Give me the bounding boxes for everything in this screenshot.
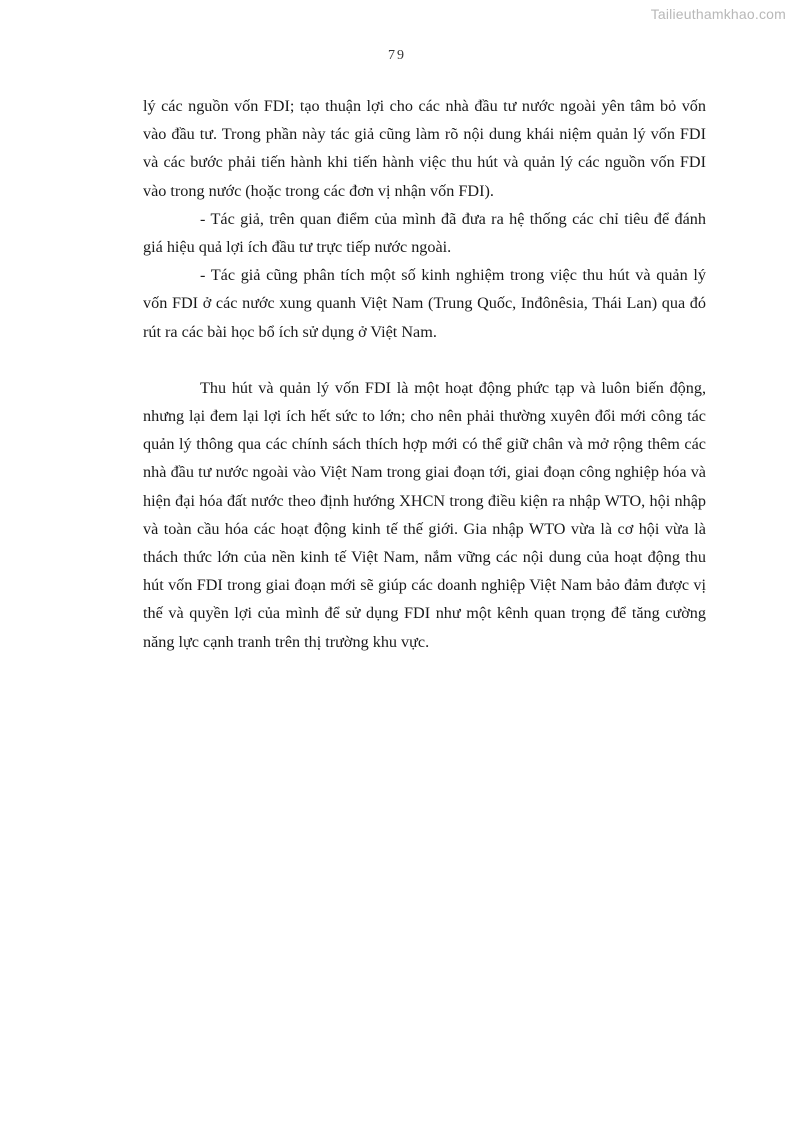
document-body bbox=[143, 92, 706, 656]
page-number: 79 bbox=[388, 48, 406, 63]
paragraph-criteria: - Tác giả, trên quan điểm của mình đã đưa ra hệ thống các chỉ tiêu để đánh giá hiệu quả lợi ích đầu tư trực tiếp nước ngoài. bbox=[143, 209, 706, 257]
paragraph-conclusion: Thu hút và quản lý vốn FDI là một hoạt động phức tạp và luôn biến động, nhưng lại đem lại lợi ích hết sức to lớn; cho nên phải thường xuyên đổi mới công tác quản lý thông qua các chính sách thích hợp mới có thể giữ chân và mở rộng thêm các nhà đầu tư nước ngoài vào Việt Nam trong giai đoạn tới, giai đoạn công nghiệp hóa và hiện đại hóa đất nước theo định hướng XHCN trong điều kiện ra nhập WTO, hội nhập và toàn cầu hóa các hoạt động kinh tế thế giới. Gia nhập WTO vừa là cơ hội vừa là thách thức lớn của nền kinh tế Việt Nam, nắm vững các nội dung của hoạt động thu hút vốn FDI trong giai đoạn mới sẽ giúp các doanh nghiệp Việt Nam bảo đảm được vị thế và quyền lợi của mình để sử dụng FDI như một kênh quan trọng để tăng cường năng lực cạnh tranh trên thị trường khu vực. bbox=[143, 378, 706, 651]
paragraph-spacer bbox=[143, 346, 706, 374]
paragraph-experience: - Tác giả cũng phân tích một số kinh nghiệm trong việc thu hút và quản lý vốn FDI ở các nước xung quanh Việt Nam (Trung Quốc, Inđônêsia, Thái Lan) qua đó rút ra các bài học bổ ích sử dụng ở Việt Nam. bbox=[143, 266, 706, 341]
watermark: Tailieuthamkhao.com bbox=[650, 6, 786, 22]
paragraph-continuation: lý các nguồn vốn FDI; tạo thuận lợi cho các nhà đầu tư nước ngoài yên tâm bỏ vốn vào đầu tư. Trong phần này tác giả cũng làm rõ nội dung khái niệm quản lý vốn FDI và các bước phải tiến hành khi tiến hành việc thu hút và quản lý các nguồn vốn FDI vào trong nước (hoặc trong các đơn vị nhận vốn FDI). bbox=[143, 97, 706, 200]
